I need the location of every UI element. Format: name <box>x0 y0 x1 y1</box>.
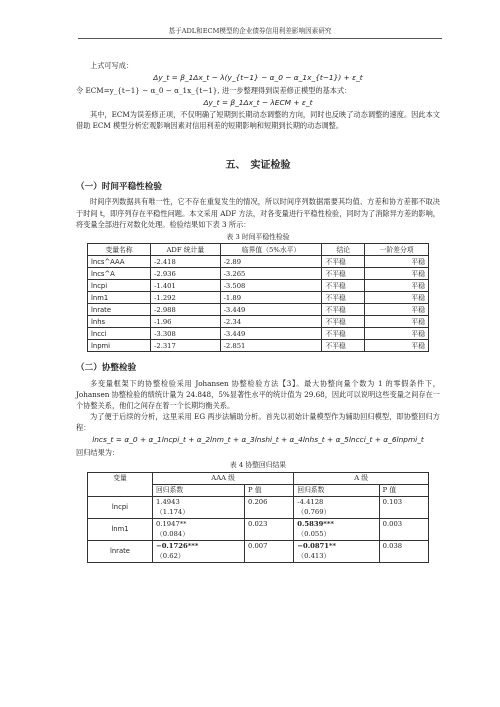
adf-cell: -1.401 <box>151 280 221 292</box>
header-a-coef: 回归系数 <box>294 484 379 496</box>
aaa-p-value-cell: 0.206 <box>244 496 293 518</box>
intro-paragraph: 其中，ECM为误差修正项，不仅明确了短期到长期动态调整的方向，同时也反映了动态调整的速度。因此本文借助 ECM 模型分析宏观影响因素对信用利差的短期影响和短期到长期的动态调整。 <box>76 110 440 131</box>
header-conclusion: 结论 <box>322 244 365 256</box>
ecm-definition: 令 ECM=y_{t−1} − α_0 − α_1x_{t−1}, 进一步整理得到误差修正模型的基本式： <box>76 85 352 95</box>
conclusion-cell: 不平稳 <box>322 340 365 352</box>
regression-lead: 回归结果为： <box>76 447 120 457</box>
table4-header-row-1 <box>88 472 429 484</box>
adf-cell: -1.96 <box>151 316 221 328</box>
table-row <box>88 292 429 304</box>
critical-cell: -3.449 <box>220 304 322 316</box>
table-row <box>88 340 429 352</box>
aaa-p-value-cell: 0.023 <box>244 518 293 540</box>
critical-cell: -3.265 <box>220 268 322 280</box>
header-rule <box>78 38 442 39</box>
table-row <box>88 518 429 540</box>
header-a-p: P 值 <box>379 484 428 496</box>
header-variable: 变量 <box>88 472 153 496</box>
table-row <box>88 280 429 292</box>
conclusion-cell: 不平稳 <box>322 328 365 340</box>
adf-cell: -2.418 <box>151 256 221 268</box>
table-header-row <box>88 244 429 256</box>
cointegration-paragraph-2: 为了便于后续的分析，这里采用 EG 两步法辅助分析。首先以初始计量模型作为辅助回归模型，即协整回归方程： <box>76 412 440 433</box>
subsection-title-stationarity: （一）时间平稳性检验 <box>76 182 162 193</box>
first-diff-cell: 平稳 <box>365 268 429 280</box>
a-coefficient-cell <box>294 496 379 518</box>
conclusion-cell: 不平稳 <box>322 256 365 268</box>
cointegration-paragraph-1: 多变量框架下的协整检验采用 Johansen 协整检验方法【3】。最大协整向量个数为 1 的零假条件下，Johansen 协整检验的绩统计量为 24.848，5%显著性水平的统计值为 29.68，因此可以说明这些变量之间存在一个协整关系，他们之间存在着一个长期均衡关系。 <box>76 378 440 410</box>
table-row <box>88 268 429 280</box>
first-diff-cell: 平稳 <box>365 280 429 292</box>
variable-cell: lncs^AAA <box>88 256 151 268</box>
a-p-value-cell: 0.103 <box>379 496 428 518</box>
conclusion-cell: 不平稳 <box>322 316 365 328</box>
variable-cell: lnpmi <box>88 340 151 352</box>
adf-cell: -2.988 <box>151 304 221 316</box>
coefficient-value: 1.4943 <box>156 497 180 506</box>
conclusion-cell: 不平稳 <box>322 304 365 316</box>
critical-cell: -2.851 <box>220 340 322 352</box>
section-title: 五、 实证检验 <box>225 159 291 171</box>
aaa-coefficient-cell <box>153 518 245 540</box>
header-variable: 变量名称 <box>88 244 151 256</box>
coefficient-value: −0.0871** <box>297 541 337 550</box>
standard-error-value: （0.769） <box>297 508 331 517</box>
first-diff-cell: 平稳 <box>365 328 429 340</box>
table-row <box>88 496 429 518</box>
standard-error-value: （0.413） <box>297 552 331 561</box>
aaa-p-value-cell: 0.007 <box>244 540 293 562</box>
table-row <box>88 540 429 562</box>
first-diff-cell: 平稳 <box>365 304 429 316</box>
table-row <box>88 316 429 328</box>
intro-lead: 上式可写成： <box>90 61 134 70</box>
running-head: 基于ADL和ECM模型的企业债券信用利差影响因素研究 <box>168 27 332 35</box>
table-cointegration <box>87 472 429 563</box>
first-diff-cell: 平稳 <box>365 340 429 352</box>
header-aaa-p: P 值 <box>244 484 293 496</box>
a-coefficient-cell <box>294 540 379 562</box>
variable-cell: lncpi <box>88 496 153 518</box>
conclusion-cell: 不平稳 <box>322 268 365 280</box>
variable-cell: lnm1 <box>88 292 151 304</box>
variable-cell: lncpi <box>88 280 151 292</box>
table4-caption: 表 4 协整回归结果 <box>229 461 287 470</box>
adf-cell: -2.317 <box>151 340 221 352</box>
a-p-value-cell: 0.003 <box>379 518 428 540</box>
aaa-coefficient-cell <box>153 496 245 518</box>
first-diff-cell: 平稳 <box>365 316 429 328</box>
critical-cell: -2.89 <box>220 256 322 268</box>
equation-3: lncs_t = α_0 + α_1lncpi_t + α_2lnm_t + α_3lnshi_t + α_4lnhs_t + α_5lncci_t + α_6lnpmi_t <box>92 435 424 445</box>
header-aaa-coef: 回归系数 <box>153 484 245 496</box>
coefficient-value: −0.1726*** <box>156 541 199 550</box>
header-group-aaa: AAA 级 <box>153 472 294 484</box>
critical-cell: -3.449 <box>220 328 322 340</box>
table3-body <box>88 256 429 352</box>
coefficient-value: 0.5839*** <box>297 519 334 528</box>
page-content <box>76 60 440 563</box>
adf-cell: -1.292 <box>151 292 221 304</box>
variable-cell: lnrate <box>88 540 153 562</box>
standard-error-value: （0.055） <box>297 530 331 539</box>
table-row <box>88 256 429 268</box>
critical-cell: -1.89 <box>220 292 322 304</box>
adf-cell: -2.936 <box>151 268 221 280</box>
conclusion-cell: 不平稳 <box>322 280 365 292</box>
conclusion-cell: 不平稳 <box>322 292 365 304</box>
table-row <box>88 328 429 340</box>
variable-cell: lnrate <box>88 304 151 316</box>
critical-cell: -3.508 <box>220 280 322 292</box>
variable-cell: lncs^A <box>88 268 151 280</box>
variable-cell: lnm1 <box>88 518 153 540</box>
header-critical: 临界值（5%水平） <box>220 244 322 256</box>
a-coefficient-cell <box>294 518 379 540</box>
standard-error-value: （0.62） <box>156 552 185 561</box>
header-group-a: A 级 <box>294 472 429 484</box>
first-diff-cell: 平稳 <box>365 292 429 304</box>
aaa-coefficient-cell <box>153 540 245 562</box>
equation-1: Δy_t = β_1Δx_t − λ(y_{t−1} − α_0 − α_1x_{t−1}) + ε_t <box>153 73 363 83</box>
table-stationarity <box>87 243 429 352</box>
table4-body <box>88 496 429 562</box>
stationarity-paragraph: 时间序列数据具有唯一性，它不存在重复发生的情况，所以时间序列数据需要其均值、方差和协方差都不取决于时间 t，即序列存在平稳性问题。本文采用 ADF 方法，对各变量进行平稳性检验，同时为了消除异方差的影响，将变量全部进行对数化处理。检验结果如下表 3 所示： <box>76 197 440 229</box>
coefficient-value: 0.1947** <box>156 519 187 528</box>
adf-cell: -3.308 <box>151 328 221 340</box>
variable-cell: lncci <box>88 328 151 340</box>
coefficient-value: -4.4128 <box>297 497 324 506</box>
subsection-title-cointegration: （二）协整检验 <box>76 363 137 374</box>
table-row <box>88 304 429 316</box>
header-adf: ADF 统计量 <box>151 244 221 256</box>
variable-cell: lnhs <box>88 316 151 328</box>
first-diff-cell: 平稳 <box>365 256 429 268</box>
standard-error-value: （1.174） <box>156 508 190 517</box>
equation-2: Δy_t = β_1Δx_t − λECM + ε_t <box>203 97 313 107</box>
standard-error-value: （0.084） <box>156 530 190 539</box>
header-first-diff: 一阶差分项 <box>365 244 429 256</box>
critical-cell: -2.34 <box>220 316 322 328</box>
a-p-value-cell: 0.038 <box>379 540 428 562</box>
table3-caption: 表 3 时间平稳性检验 <box>226 232 290 241</box>
